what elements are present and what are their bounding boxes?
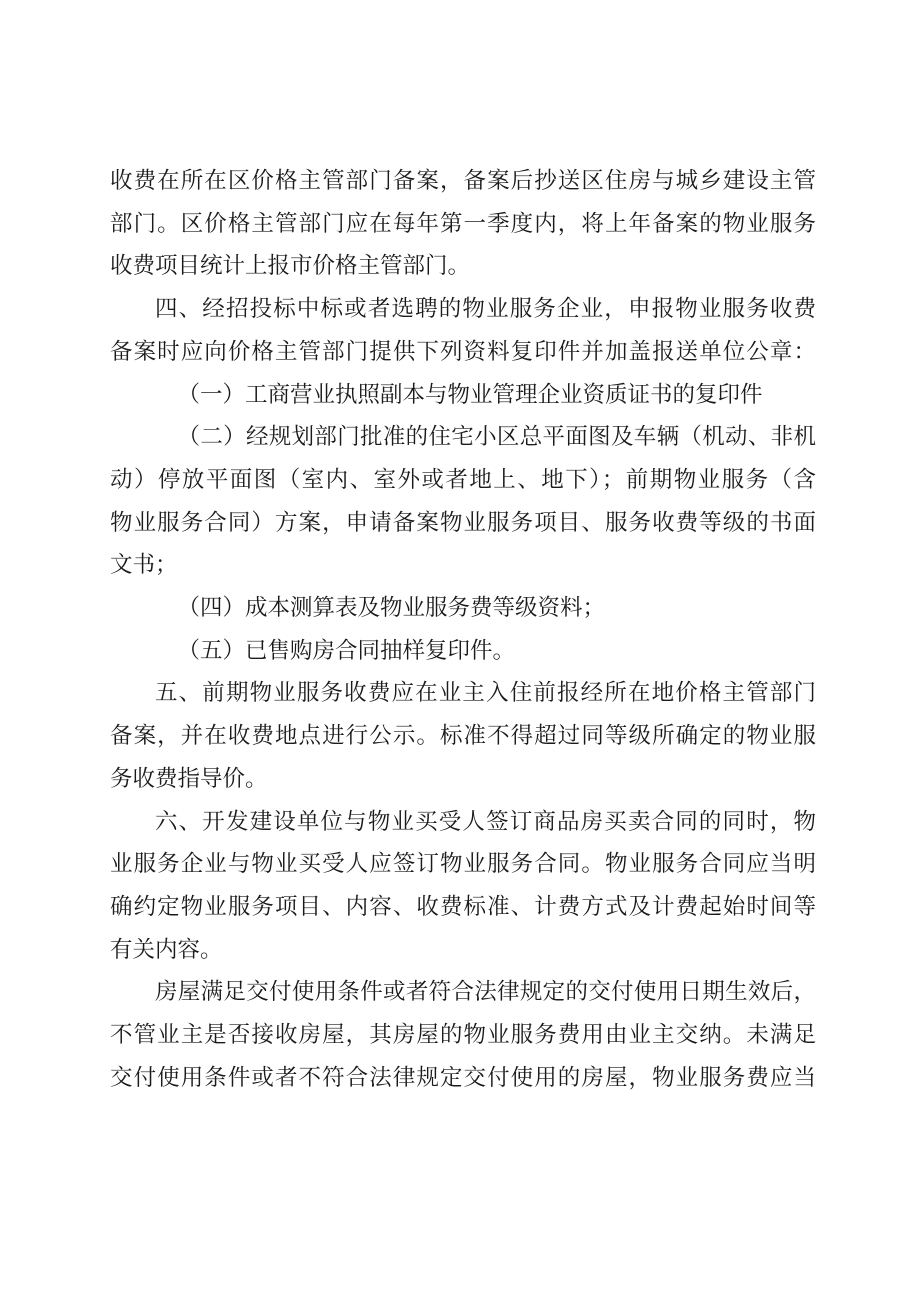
text-line: 文书； <box>110 552 178 579</box>
text-line: 动）停放平面图（室内、室外或者地上、地下）；前期物业服务（含 <box>110 466 816 493</box>
text-line: 收费在所在区价格主管部门备案，备案后抄送区住房与城乡建设主管 <box>110 168 816 194</box>
text-line: 交付使用条件或者不符合法律规定交付使用的房屋，物业服务费应当 <box>110 1064 816 1091</box>
text-line: （四）成本测算表及物业服务费等级资料； <box>177 595 606 622</box>
text-line: 有关内容。 <box>110 936 223 963</box>
text-line: 备案，并在收费地点进行公示。标准不得超过同等级所确定的物业服 <box>110 723 816 750</box>
paragraph-subitem-one <box>110 374 816 417</box>
paragraph-filing-continuation <box>110 160 816 288</box>
document-body <box>110 160 816 1099</box>
text-line: 不管业主是否接收房屋，其房屋的物业服务费用由业主交纳。未满足 <box>110 1022 816 1049</box>
text-line: 确约定物业服务项目、内容、收费标准、计费方式及计费起始时间等 <box>110 893 816 920</box>
paragraph-subitem-four <box>110 587 816 630</box>
text-line: 业服务企业与物业买受人应签订物业服务合同。物业服务合同应当明 <box>110 851 816 878</box>
paragraph-subitem-five <box>110 630 816 673</box>
text-line: 五、前期物业服务收费应在业主入住前报经所在地价格主管部门 <box>155 680 816 707</box>
paragraph-item-five <box>110 672 816 800</box>
text-line: 四、经招投标中标或者选聘的物业服务企业，申报物业服务收费 <box>155 296 816 323</box>
text-line: （五）已售购房合同抽样复印件。 <box>177 637 516 664</box>
paragraph-delivery-fees <box>110 971 816 1099</box>
text-line: 房屋满足交付使用条件或者符合法律规定的交付使用日期生效后， <box>155 979 816 1006</box>
paragraph-item-four <box>110 288 816 373</box>
text-line: 收费项目统计上报市价格主管部门。 <box>110 253 471 280</box>
paragraph-subitem-two <box>110 416 816 587</box>
text-line: 务收费指导价。 <box>110 765 268 792</box>
text-line: 备案时应向价格主管部门提供下列资料复印件并加盖报送单位公章： <box>110 338 816 365</box>
paragraph-item-six <box>110 801 816 972</box>
text-line: 物业服务合同）方案，申请备案物业服务项目、服务收费等级的书面 <box>110 509 816 536</box>
text-line: 六、开发建设单位与物业买受人签订商品房买卖合同的同时，物 <box>155 808 816 835</box>
text-line: （一）工商营业执照副本与物业管理企业资质证书的复印件 <box>177 381 763 408</box>
text-line: （二）经规划部门批准的住宅小区总平面图及车辆（机动、非机 <box>177 424 816 451</box>
text-line: 部门。区价格主管部门应在每年第一季度内，将上年备案的物业服务 <box>110 210 816 237</box>
